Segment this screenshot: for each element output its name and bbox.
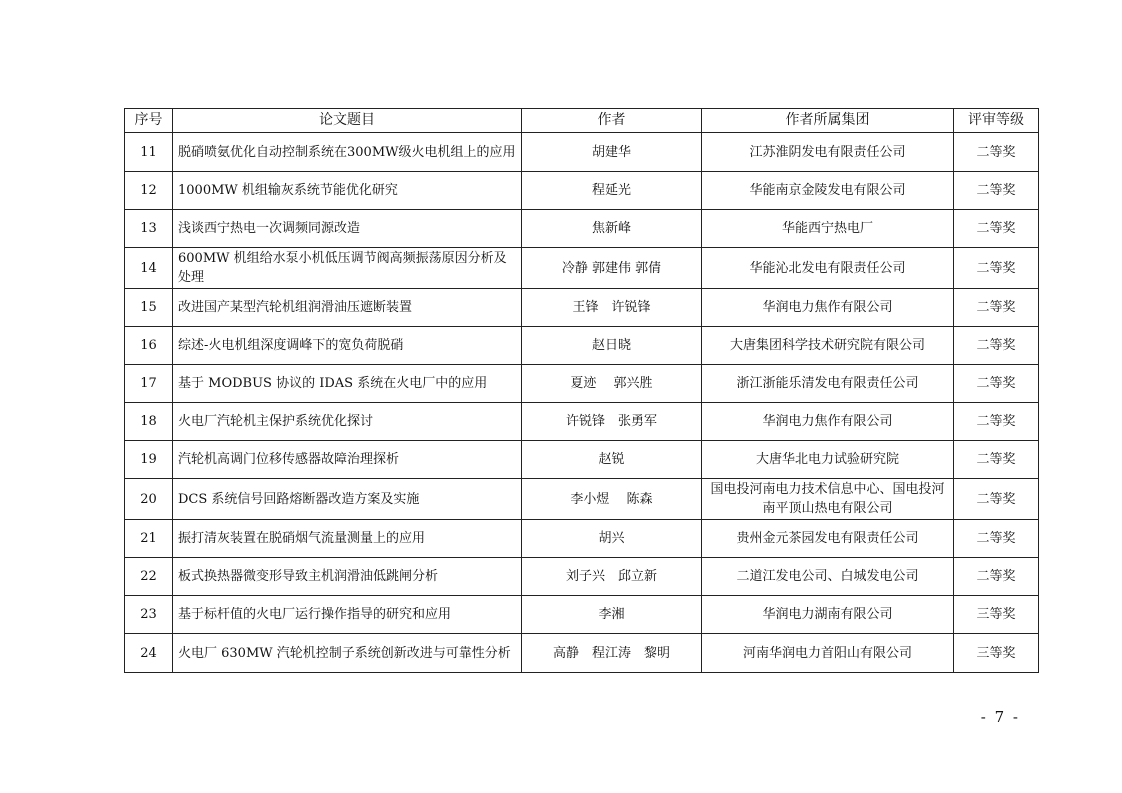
row-author: 刘子兴 邱立新 [522, 558, 702, 596]
row-title: 火电厂 630MW 汽轮机控制子系统创新改进与可靠性分析 [173, 634, 522, 673]
row-no: 19 [125, 441, 173, 479]
row-level: 二等奖 [954, 172, 1039, 210]
table-row [125, 210, 1039, 248]
awards-table [124, 108, 1039, 673]
table-row [125, 172, 1039, 210]
row-title: 改进国产某型汽轮机组润滑油压遮断装置 [173, 289, 522, 327]
table-row [125, 441, 1039, 479]
row-author: 胡建华 [522, 133, 702, 172]
row-author: 赵日晓 [522, 327, 702, 365]
header-author: 作者 [522, 109, 702, 133]
row-org: 二道江发电公司、白城发电公司 [702, 558, 954, 596]
row-org: 华能南京金陵发电有限公司 [702, 172, 954, 210]
row-org: 华润电力湖南有限公司 [702, 596, 954, 634]
table-row [125, 520, 1039, 558]
row-level: 二等奖 [954, 210, 1039, 248]
row-no: 18 [125, 403, 173, 441]
row-author: 冷静 郭建伟 郭倩 [522, 248, 702, 289]
header-level: 评审等级 [954, 109, 1039, 133]
row-level: 二等奖 [954, 441, 1039, 479]
row-no: 23 [125, 596, 173, 634]
table-row [125, 403, 1039, 441]
row-title: 600MW 机组给水泵小机低压调节阀高频振荡原因分析及处理 [173, 248, 522, 289]
row-level: 二等奖 [954, 289, 1039, 327]
row-author: 李湘 [522, 596, 702, 634]
row-no: 20 [125, 479, 173, 520]
table-row [125, 133, 1039, 172]
row-org: 华能西宁热电厂 [702, 210, 954, 248]
row-title: 脱硝喷氨优化自动控制系统在300MW级火电机组上的应用 [173, 133, 522, 172]
row-level: 二等奖 [954, 558, 1039, 596]
row-title: 浅谈西宁热电一次调频同源改造 [173, 210, 522, 248]
row-org: 江苏淮阴发电有限责任公司 [702, 133, 954, 172]
row-level: 二等奖 [954, 133, 1039, 172]
row-title: 1000MW 机组输灰系统节能优化研究 [173, 172, 522, 210]
table-row [125, 558, 1039, 596]
row-no: 17 [125, 365, 173, 403]
row-author: 胡兴 [522, 520, 702, 558]
header-org: 作者所属集团 [702, 109, 954, 133]
row-title: 基于标杆值的火电厂运行操作指导的研究和应用 [173, 596, 522, 634]
row-author: 赵锐 [522, 441, 702, 479]
row-no: 11 [125, 133, 173, 172]
row-no: 24 [125, 634, 173, 673]
row-author: 李小煜 陈森 [522, 479, 702, 520]
table-row [125, 327, 1039, 365]
row-level: 二等奖 [954, 520, 1039, 558]
row-author: 程延光 [522, 172, 702, 210]
row-level: 二等奖 [954, 327, 1039, 365]
row-title: 基于 MODBUS 协议的 IDAS 系统在火电厂中的应用 [173, 365, 522, 403]
row-level: 二等奖 [954, 403, 1039, 441]
row-org: 大唐华北电力试验研究院 [702, 441, 954, 479]
page-number: - 7 - [980, 708, 1020, 726]
row-level: 三等奖 [954, 596, 1039, 634]
row-level: 二等奖 [954, 365, 1039, 403]
header-no: 序号 [125, 109, 173, 133]
row-no: 16 [125, 327, 173, 365]
table-row [125, 596, 1039, 634]
row-author: 夏迹 郭兴胜 [522, 365, 702, 403]
row-no: 22 [125, 558, 173, 596]
row-org: 河南华润电力首阳山有限公司 [702, 634, 954, 673]
row-org: 国电投河南电力技术信息中心、国电投河南平顶山热电有限公司 [702, 479, 954, 520]
row-org: 贵州金元茶园发电有限责任公司 [702, 520, 954, 558]
table-row [125, 289, 1039, 327]
table-row [125, 365, 1039, 403]
row-org: 大唐集团科学技术研究院有限公司 [702, 327, 954, 365]
header-title: 论文题目 [173, 109, 522, 133]
row-author: 高静 程江涛 黎明 [522, 634, 702, 673]
row-no: 14 [125, 248, 173, 289]
row-org: 浙江浙能乐清发电有限责任公司 [702, 365, 954, 403]
row-no: 21 [125, 520, 173, 558]
table-row [125, 248, 1039, 289]
row-title: 板式换热器微变形导致主机润滑油低跳闸分析 [173, 558, 522, 596]
row-level: 三等奖 [954, 634, 1039, 673]
row-title: DCS 系统信号回路熔断器改造方案及实施 [173, 479, 522, 520]
row-org: 华润电力焦作有限公司 [702, 403, 954, 441]
row-author: 王锋 许锐锋 [522, 289, 702, 327]
row-author: 焦新峰 [522, 210, 702, 248]
row-level: 二等奖 [954, 479, 1039, 520]
row-org: 华润电力焦作有限公司 [702, 289, 954, 327]
row-no: 15 [125, 289, 173, 327]
row-title: 火电厂汽轮机主保护系统优化探讨 [173, 403, 522, 441]
table-row [125, 634, 1039, 673]
table-header-row [125, 109, 1039, 133]
row-author: 许锐锋 张勇军 [522, 403, 702, 441]
row-no: 13 [125, 210, 173, 248]
row-level: 二等奖 [954, 248, 1039, 289]
row-title: 汽轮机高调门位移传感器故障治理探析 [173, 441, 522, 479]
row-no: 12 [125, 172, 173, 210]
table-row [125, 479, 1039, 520]
row-org: 华能沁北发电有限责任公司 [702, 248, 954, 289]
row-title: 综述-火电机组深度调峰下的宽负荷脱硝 [173, 327, 522, 365]
row-title: 振打清灰装置在脱硝烟气流量测量上的应用 [173, 520, 522, 558]
